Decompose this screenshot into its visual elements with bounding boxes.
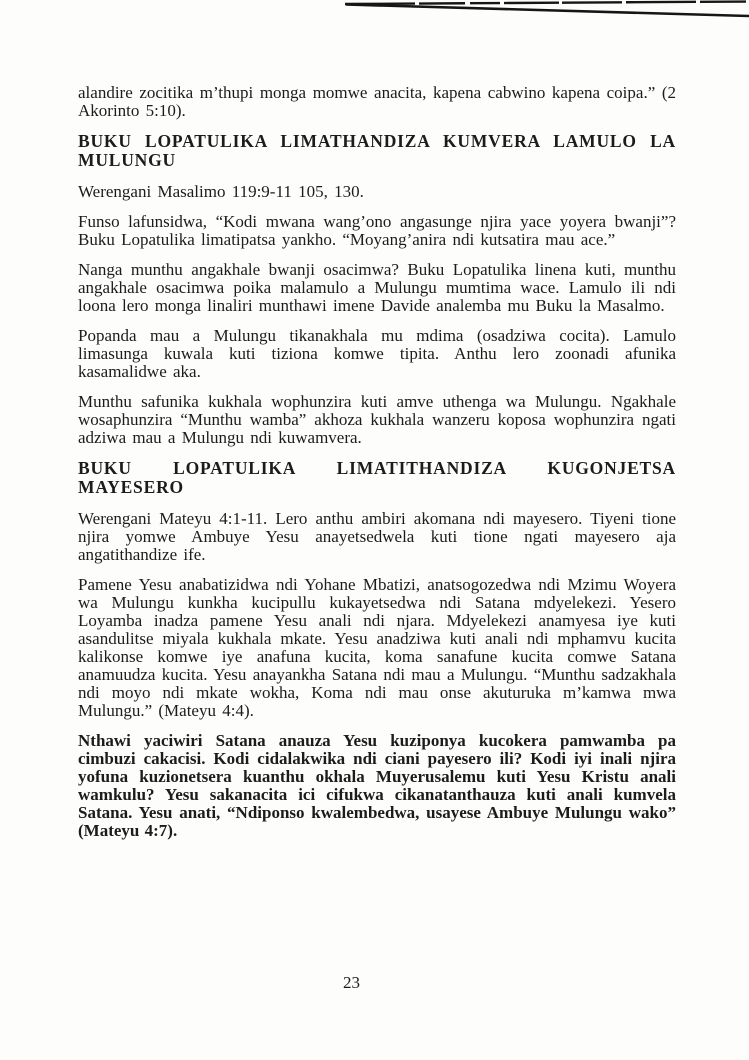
paragraph: Munthu safunika kukhala wophunzira kuti amve uthenga wa Mulungu. Ngakhale wosaphunzira “Munthu wamba” akhoza kukhala wanzeru koposa wophunzira ngati adziwa mau a Mulungu ndi kuwamvera. bbox=[78, 392, 676, 447]
document-text bbox=[78, 84, 676, 852]
paragraph: Funso lafunsidwa, “Kodi mwana wang’ono angasunge njira yace yoyera bwanji”? Buku Lopatulika limatipatsa yankho. “Moyang’anira ndi kutsatira mau ace.” bbox=[78, 212, 676, 249]
paragraph: alandire zocitika m’thupi monga momwe anacita, kapena cabwino kapena coipa.” (2 Akorinto 5:10). bbox=[78, 83, 676, 120]
paragraph: Nthawi yaciwiri Satana anauza Yesu kuziponya kucokera pamwamba pa cimbuzi cakacisi. Kodi cidalakwika ndi ciani payesero ili? Kodi iyi inali njira yofuna kuzionetsera kuanthu okhala Muyerusalemu kuti Yesu Kristu anali wamkulu? Yesu sakanacita ici cifukwa cikanatanthauza kuti anali kumvela Satana. Yesu anati, “Ndiponso kwalembedwa, usayese Ambuye Mulungu wako” (Mateyu 4:7). bbox=[78, 731, 676, 840]
section-heading: BUKU LOPATULIKA LIMATHANDIZA KUMVERA LAMULO LA MULUNGU bbox=[78, 131, 676, 170]
paragraph: Pamene Yesu anabatizidwa ndi Yohane Mbatizi, anatsogozedwa ndi Mzimu Woyera wa Mulungu kunkha kucipullu kukayetsedwa ndi Satana mdyelekezi. Yesero Loyamba inadza pamene Yesu anali ndi njara. Mdyelekezi anamyesa iye kuti asandulitse miyala kukhala mkate. Yesu anadziwa kuti anali ndi mphamvu kucita kalikonse komwe iye anafuna kucita, koma sanafune kucita comwe Satana anamuudza kucita. Yesu anayankha Satana ndi mau a Mulungu. “Munthu sadzakhala ndi moyo ndi mkate wokha, Koma ndi mau onse akuturuka m’kamwa mwa Mulungu.” (Mateyu 4:4). bbox=[78, 575, 676, 720]
page-number: 23 bbox=[343, 973, 360, 992]
paragraph: Popanda mau a Mulungu tikanakhala mu mdima (osadziwa cocita). Lamulo limasunga kuwala kuti tiziona komwe tipita. Anthu lero zoonadi afunika kasamalidwe aka. bbox=[78, 326, 676, 381]
scan-line-artifact bbox=[0, 0, 749, 22]
scripture-reference: Werengani Mateyu 4:1-11. Lero anthu ambiri akomana ndi mayesero. Tiyeni tione njira yomwe Ambuye Yesu anayetsedwela kuti tione ngati mayesero aja angatithandize ife. bbox=[78, 509, 676, 564]
scripture-reference: Werengani Masalimo 119:9-11 105, 130. bbox=[78, 182, 364, 201]
section-heading: BUKU LOPATULIKA LIMATITHANDIZA KUGONJETSA MAYESERO bbox=[78, 458, 676, 497]
paragraph: Nanga munthu angakhale bwanji osacimwa? Buku Lopatulika linena kuti, munthu angakhale osacimwa poika malamulo a Mulungu mumtima wace. Lamulo ili ndi loona lero monga linaliri munthawi imene Davide analemba mu Buku la Masalmo. bbox=[78, 260, 676, 315]
